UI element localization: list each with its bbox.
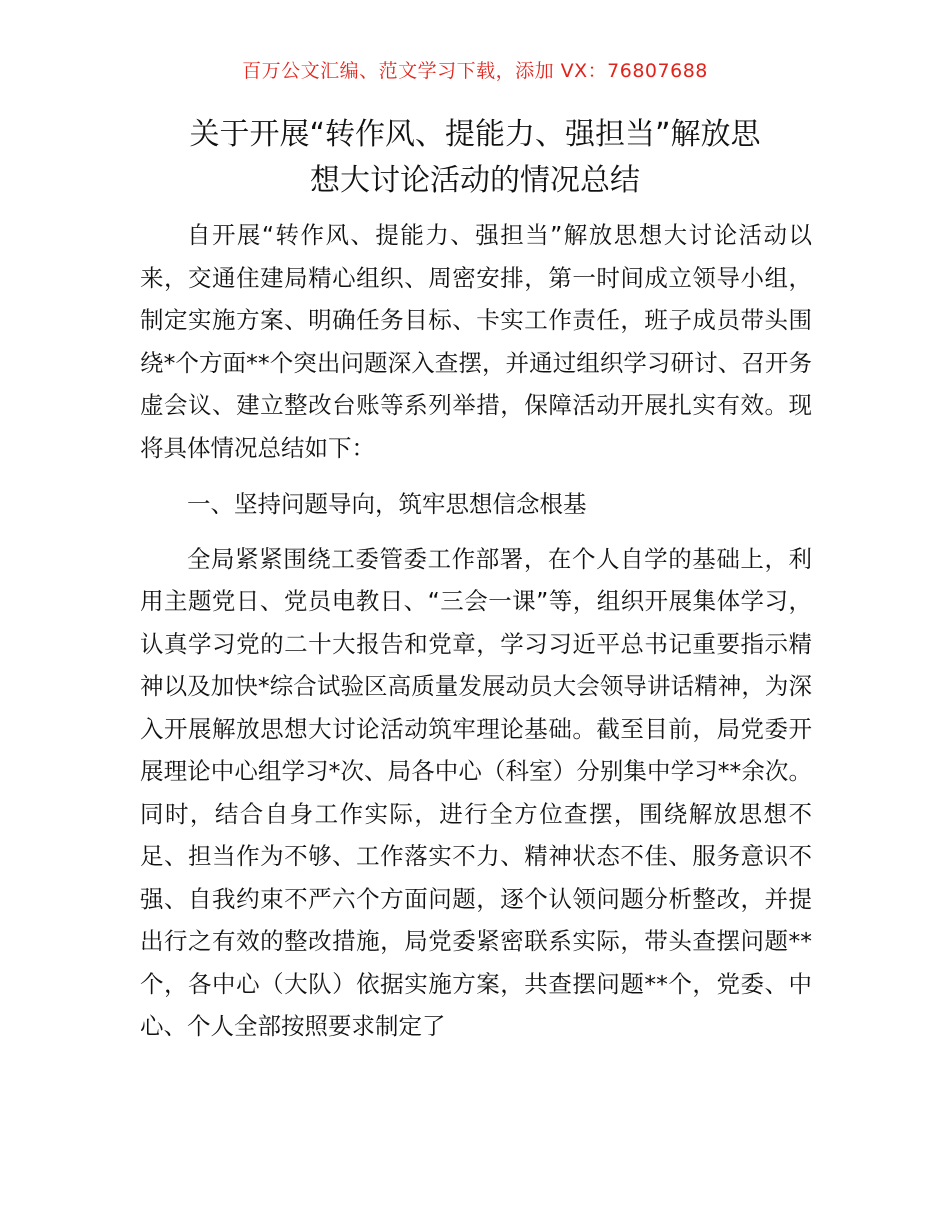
- section-1-paragraph: 全局紧紧围绕工委管委工作部署，在个人自学的基础上，利用主题党日、党员电教日、“三会一课”等，组织开展集体学习，认真学习党的二十大报告和党章，学习习近平总书记重要指示精神以及加快*综合试验区高质量发展动员大会领导讲话精神，为深入开展解放思想大讨论活动筑牢理论基础。截至目前，局党委开展理论中心组学习*次、局各中心（科室）分别集中学习**余次。同时，结合自身工作实际，进行全方位查摆，围绕解放思想不足、担当作为不够、工作落实不力、精神状态不佳、服务意识不强、自我约束不严六个方面问题，逐个认领问题分析整改，并提出行之有效的整改措施，局党委紧密联系实际，带头查摆问题**个，各中心（大队）依据实施方案，共查摆问题**个，党委、中心、个人全部按照要求制定了: [140, 544, 812, 1040]
- document-title: [140, 112, 810, 204]
- section-heading-1: 一、坚持问题导向，筑牢思想信念根基: [187, 490, 587, 518]
- document-body: [140, 214, 812, 1048]
- intro-paragraph: 自开展“转作风、提能力、强担当”解放思想大讨论活动以来，交通住建局精心组织、周密安排，第一时间成立领导小组，制定实施方案、明确任务目标、卡实工作责任，班子成员带头围绕*个方面**个突出问题深入查摆，并通过组织学习研讨、召开务虚会议、建立整改台账等系列举措，保障活动开展扎实有效。现将具体情况总结如下：: [140, 221, 812, 462]
- title-line-2: 想大讨论活动的情况总结: [310, 163, 640, 198]
- promo-header-text: 百万公文汇编、范文学习下载，添加 VX：76807688: [242, 60, 708, 82]
- title-line-1: 关于开展“转作风、提能力、强担当”解放思: [189, 117, 761, 152]
